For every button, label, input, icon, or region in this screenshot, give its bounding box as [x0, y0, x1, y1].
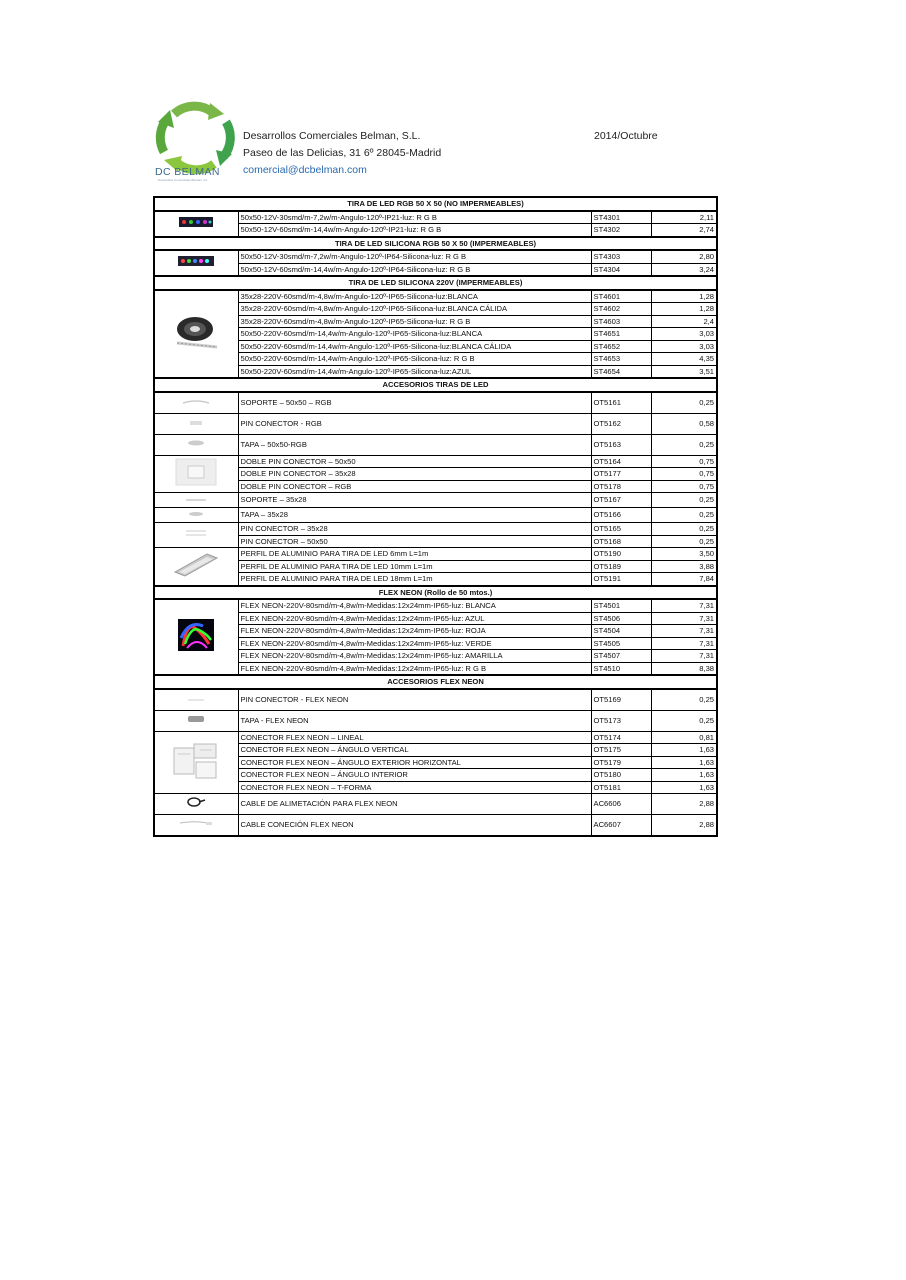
doble-pin-image-thumbnail	[174, 457, 218, 491]
product-code: OT5178	[591, 480, 651, 493]
product-description: PERFIL DE ALUMINIO PARA TIRA DE LED 18mm L=1m	[238, 573, 591, 586]
product-description: PERFIL DE ALUMINIO PARA TIRA DE LED 10mm L=1m	[238, 560, 591, 573]
product-row	[154, 662, 717, 675]
product-row	[154, 769, 717, 782]
pin-35-image-thumbnail	[184, 529, 208, 541]
product-price: 0,75	[651, 455, 717, 468]
product-code: ST4302	[591, 224, 651, 237]
product-description: TAPA – 50x50-RGB	[238, 434, 591, 455]
product-price: 2,88	[651, 794, 717, 815]
product-description: 50x50-12V-60smd/m-14,4w/m-Angulo-120º-IP64-Silicona-luz: R G B	[238, 263, 591, 276]
product-row	[154, 625, 717, 638]
product-price: 0,25	[651, 434, 717, 455]
product-code: OT5177	[591, 468, 651, 481]
product-row	[154, 468, 717, 481]
product-code: ST4506	[591, 612, 651, 625]
product-price: 0,25	[651, 710, 717, 731]
product-description: CABLE CONECIÓN FLEX NEON	[238, 815, 591, 837]
product-description: PIN CONECTOR – 50x50	[238, 535, 591, 548]
company-info	[243, 128, 441, 179]
product-row	[154, 413, 717, 434]
logo-subtext: Desarrollos Comerciales Belman, S.L.	[158, 178, 209, 182]
logo-text: DC BELMAN	[155, 166, 220, 178]
product-row	[154, 815, 717, 837]
product-code: OT5179	[591, 756, 651, 769]
product-description: FLEX NEON-220V-80smd/m-4,8w/m-Medidas:12x24mm-IP65-luz: AMARILLA	[238, 650, 591, 663]
product-row	[154, 744, 717, 757]
product-description: FLEX NEON-220V-80smd/m-4,8w/m-Medidas:12x24mm-IP65-luz: R G B	[238, 662, 591, 675]
product-price: 0,25	[651, 392, 717, 414]
product-row	[154, 340, 717, 353]
product-description: 50x50-12V-30smd/m-7,2w/m-Angulo-120º-IP21-luz: R G B	[238, 211, 591, 224]
product-price: 0,75	[651, 480, 717, 493]
product-row	[154, 290, 717, 303]
product-code: ST4501	[591, 599, 651, 612]
soporte-image-thumbnail	[181, 397, 211, 409]
product-price: 0,25	[651, 535, 717, 548]
product-code: OT5190	[591, 548, 651, 561]
product-price: 0,25	[651, 508, 717, 523]
product-description: 35x28-220V-60smd/m-4,8w/m-Angulo-120º-IP65-Silicona-luz: R G B	[238, 315, 591, 328]
product-description: PERFIL DE ALUMINIO PARA TIRA DE LED 6mm L=1m	[238, 548, 591, 561]
product-code: AC6607	[591, 815, 651, 837]
product-row	[154, 523, 717, 536]
product-row	[154, 689, 717, 711]
pin-conector-image-thumbnail	[186, 418, 206, 430]
conector-flex-image	[154, 731, 238, 794]
product-code: ST4603	[591, 315, 651, 328]
doble-pin-image	[154, 455, 238, 493]
product-description: 50x50-220V-60smd/m-14,4w/m-Angulo-120º-IP65-Silicona-luz:BLANCA	[238, 328, 591, 341]
product-code: OT5166	[591, 508, 651, 523]
product-description: CONECTOR FLEX NEON – T-FORMA	[238, 781, 591, 794]
section-header-row	[154, 237, 717, 251]
led-strip-rgb-image	[154, 211, 238, 237]
product-price: 7,31	[651, 612, 717, 625]
product-code: OT5163	[591, 434, 651, 455]
company-address: Paseo de las Delicias, 31 6º 28045-Madrid	[243, 147, 442, 159]
product-code: ST4507	[591, 650, 651, 663]
product-row	[154, 392, 717, 414]
section-title: TIRA DE LED SILICONA RGB 50 X 50 (IMPERMEABLES)	[154, 237, 717, 251]
product-description: CONECTOR FLEX NEON – ÁNGULO VERTICAL	[238, 744, 591, 757]
product-price: 3,03	[651, 328, 717, 341]
product-description: 35x28-220V-60smd/m-4,8w/m-Angulo-120º-IP65-Silicona-luz:BLANCA	[238, 290, 591, 303]
product-price: 1,63	[651, 744, 717, 757]
product-row	[154, 756, 717, 769]
product-row	[154, 560, 717, 573]
cable-conexion-image-thumbnail	[178, 819, 214, 831]
company-email[interactable]: comercial@dcbelman.com	[243, 164, 367, 176]
tapa-image	[154, 434, 238, 455]
company-name: Desarrollos Comerciales Belman, S.L.	[243, 130, 421, 142]
product-price: 0,25	[651, 523, 717, 536]
led-strip-silicone-rgb-image-thumbnail	[177, 254, 215, 272]
product-description: CONECTOR FLEX NEON – LINEAL	[238, 731, 591, 744]
product-code: OT5181	[591, 781, 651, 794]
product-code: ST4602	[591, 303, 651, 316]
section-title: FLEX NEON (Rollo de 50 mtos.)	[154, 586, 717, 600]
product-price: 1,28	[651, 290, 717, 303]
product-description: CABLE DE ALIMETACIÓN PARA FLEX NEON	[238, 794, 591, 815]
product-price: 2,88	[651, 815, 717, 837]
product-code: AC6606	[591, 794, 651, 815]
product-row	[154, 548, 717, 561]
product-row	[154, 508, 717, 523]
product-description: CONECTOR FLEX NEON – ÁNGULO EXTERIOR HORIZONTAL	[238, 756, 591, 769]
product-code: ST4504	[591, 625, 651, 638]
pin-conector-image	[154, 413, 238, 434]
product-row	[154, 637, 717, 650]
led-strip-reel-image	[154, 290, 238, 379]
conector-flex-image-thumbnail	[170, 738, 222, 788]
product-code: OT5191	[591, 573, 651, 586]
product-code: OT5161	[591, 392, 651, 414]
product-price: 8,38	[651, 662, 717, 675]
product-code: OT5169	[591, 689, 651, 711]
product-description: FLEX NEON-220V-80smd/m-4,8w/m-Medidas:12x24mm-IP65-luz: AZUL	[238, 612, 591, 625]
product-code: ST4505	[591, 637, 651, 650]
cable-alimentacion-image	[154, 794, 238, 815]
product-row	[154, 612, 717, 625]
section-header-row	[154, 378, 717, 392]
soporte-35-image	[154, 493, 238, 508]
product-price: 7,31	[651, 625, 717, 638]
soporte-image	[154, 392, 238, 414]
product-row	[154, 434, 717, 455]
product-price: 0,25	[651, 689, 717, 711]
product-row	[154, 731, 717, 744]
led-strip-reel-image-thumbnail	[173, 311, 219, 357]
product-row	[154, 493, 717, 508]
product-row	[154, 480, 717, 493]
cable-alimentacion-image-thumbnail	[185, 796, 207, 812]
product-price: 3,24	[651, 263, 717, 276]
cable-conexion-image	[154, 815, 238, 837]
product-code: ST4304	[591, 263, 651, 276]
product-row	[154, 303, 717, 316]
product-description: 35x28-220V-60smd/m-4,8w/m-Angulo-120º-IP65-Silicona-luz:BLANCA CÁLIDA	[238, 303, 591, 316]
product-code: OT5173	[591, 710, 651, 731]
product-description: DOBLE PIN CONECTOR – 35x28	[238, 468, 591, 481]
document-date: 2014/Octubre	[594, 130, 658, 142]
soporte-35-image-thumbnail	[184, 494, 208, 506]
section-title: TIRA DE LED RGB 50 X 50 (NO IMPERMEABLES)	[154, 197, 717, 211]
product-row	[154, 224, 717, 237]
product-price: 2,4	[651, 315, 717, 328]
tapa-flex-image-thumbnail	[185, 714, 207, 728]
product-code: OT5164	[591, 455, 651, 468]
product-description: TAPA – 35x28	[238, 508, 591, 523]
section-header-row	[154, 276, 717, 290]
product-price: 0,58	[651, 413, 717, 434]
product-price: 7,31	[651, 599, 717, 612]
pin-35-image	[154, 523, 238, 548]
product-description: FLEX NEON-220V-80smd/m-4,8w/m-Medidas:12x24mm-IP65-luz: VERDE	[238, 637, 591, 650]
product-code: ST4652	[591, 340, 651, 353]
section-header-row	[154, 675, 717, 689]
product-price: 2,11	[651, 211, 717, 224]
product-price: 2,80	[651, 250, 717, 263]
product-price: 4,35	[651, 353, 717, 366]
product-price: 0,25	[651, 493, 717, 508]
product-description: 50x50-12V-60smd/m-14,4w/m-Angulo-120º-IP21-luz: R G B	[238, 224, 591, 237]
product-description: CONECTOR FLEX NEON – ÁNGULO INTERIOR	[238, 769, 591, 782]
product-description: FLEX NEON-220V-80smd/m-4,8w/m-Medidas:12x24mm-IP65-luz: BLANCA	[238, 599, 591, 612]
product-price: 1,28	[651, 303, 717, 316]
product-price: 0,75	[651, 468, 717, 481]
product-row	[154, 573, 717, 586]
product-code: OT5175	[591, 744, 651, 757]
product-row	[154, 353, 717, 366]
product-row	[154, 650, 717, 663]
product-code: OT5180	[591, 769, 651, 782]
product-description: DOBLE PIN CONECTOR – RGB	[238, 480, 591, 493]
tapa-image-thumbnail	[186, 439, 206, 451]
section-title: TIRA DE LED SILICONA 220V (IMPERMEABLES)	[154, 276, 717, 290]
product-row	[154, 710, 717, 731]
product-description: PIN CONECTOR – 35x28	[238, 523, 591, 536]
tapa-flex-image	[154, 710, 238, 731]
perfil-aluminio-image-thumbnail	[173, 552, 219, 582]
tapa-35-image-thumbnail	[186, 509, 206, 521]
product-row	[154, 794, 717, 815]
product-row	[154, 315, 717, 328]
product-row	[154, 328, 717, 341]
section-header-row	[154, 197, 717, 211]
product-description: 50x50-12V-30smd/m-7,2w/m-Angulo-120º-IP64-Silicona-luz: R G B	[238, 250, 591, 263]
product-description: 50x50-220V-60smd/m-14,4w/m-Angulo-120º-IP65-Silicona-luz:AZUL	[238, 365, 591, 378]
product-row	[154, 250, 717, 263]
product-price: 2,74	[651, 224, 717, 237]
product-row	[154, 599, 717, 612]
product-code: ST4654	[591, 365, 651, 378]
product-code: OT5174	[591, 731, 651, 744]
product-code: ST4653	[591, 353, 651, 366]
product-description: FLEX NEON-220V-80smd/m-4,8w/m-Medidas:12x24mm-IP65-luz: ROJA	[238, 625, 591, 638]
pin-flex-image	[154, 689, 238, 711]
product-price: 1,63	[651, 756, 717, 769]
product-description: SOPORTE – 50x50 – RGB	[238, 392, 591, 414]
section-title: ACCESORIOS TIRAS DE LED	[154, 378, 717, 392]
product-code: ST4510	[591, 662, 651, 675]
price-table	[153, 196, 718, 837]
product-description: DOBLE PIN CONECTOR – 50x50	[238, 455, 591, 468]
section-header-row	[154, 586, 717, 600]
product-code: OT5189	[591, 560, 651, 573]
product-code: OT5168	[591, 535, 651, 548]
section-title: ACCESORIOS FLEX NEON	[154, 675, 717, 689]
product-price: 1,63	[651, 781, 717, 794]
product-description: 50x50-220V-60smd/m-14,4w/m-Angulo-120º-IP65-Silicona-luz: R G B	[238, 353, 591, 366]
led-strip-rgb-image-thumbnail	[178, 215, 214, 233]
product-code: ST4301	[591, 211, 651, 224]
tapa-35-image	[154, 508, 238, 523]
product-code: ST4303	[591, 250, 651, 263]
product-row	[154, 535, 717, 548]
product-description: 50x50-220V-60smd/m-14,4w/m-Angulo-120º-IP65-Silicona-luz:BLANCA CÁLIDA	[238, 340, 591, 353]
product-code: ST4601	[591, 290, 651, 303]
perfil-aluminio-image	[154, 548, 238, 586]
product-description: PIN CONECTOR - FLEX NEON	[238, 689, 591, 711]
product-price: 3,50	[651, 548, 717, 561]
product-description: SOPORTE – 35x28	[238, 493, 591, 508]
product-code: OT5165	[591, 523, 651, 536]
product-code: ST4651	[591, 328, 651, 341]
product-description: TAPA - FLEX NEON	[238, 710, 591, 731]
product-row	[154, 781, 717, 794]
product-price: 0,81	[651, 731, 717, 744]
product-row	[154, 365, 717, 378]
product-price: 1,63	[651, 769, 717, 782]
product-price: 3,88	[651, 560, 717, 573]
flex-neon-image-thumbnail	[177, 618, 215, 656]
product-price: 7,84	[651, 573, 717, 586]
product-code: OT5167	[591, 493, 651, 508]
flex-neon-image	[154, 599, 238, 675]
product-row	[154, 455, 717, 468]
product-row	[154, 263, 717, 276]
product-price: 3,03	[651, 340, 717, 353]
product-description: PIN CONECTOR - RGB	[238, 413, 591, 434]
product-price: 3,51	[651, 365, 717, 378]
product-row	[154, 211, 717, 224]
pin-flex-image-thumbnail	[186, 694, 206, 706]
led-strip-silicone-rgb-image	[154, 250, 238, 276]
product-price: 7,31	[651, 637, 717, 650]
product-price: 7,31	[651, 650, 717, 663]
product-code: OT5162	[591, 413, 651, 434]
